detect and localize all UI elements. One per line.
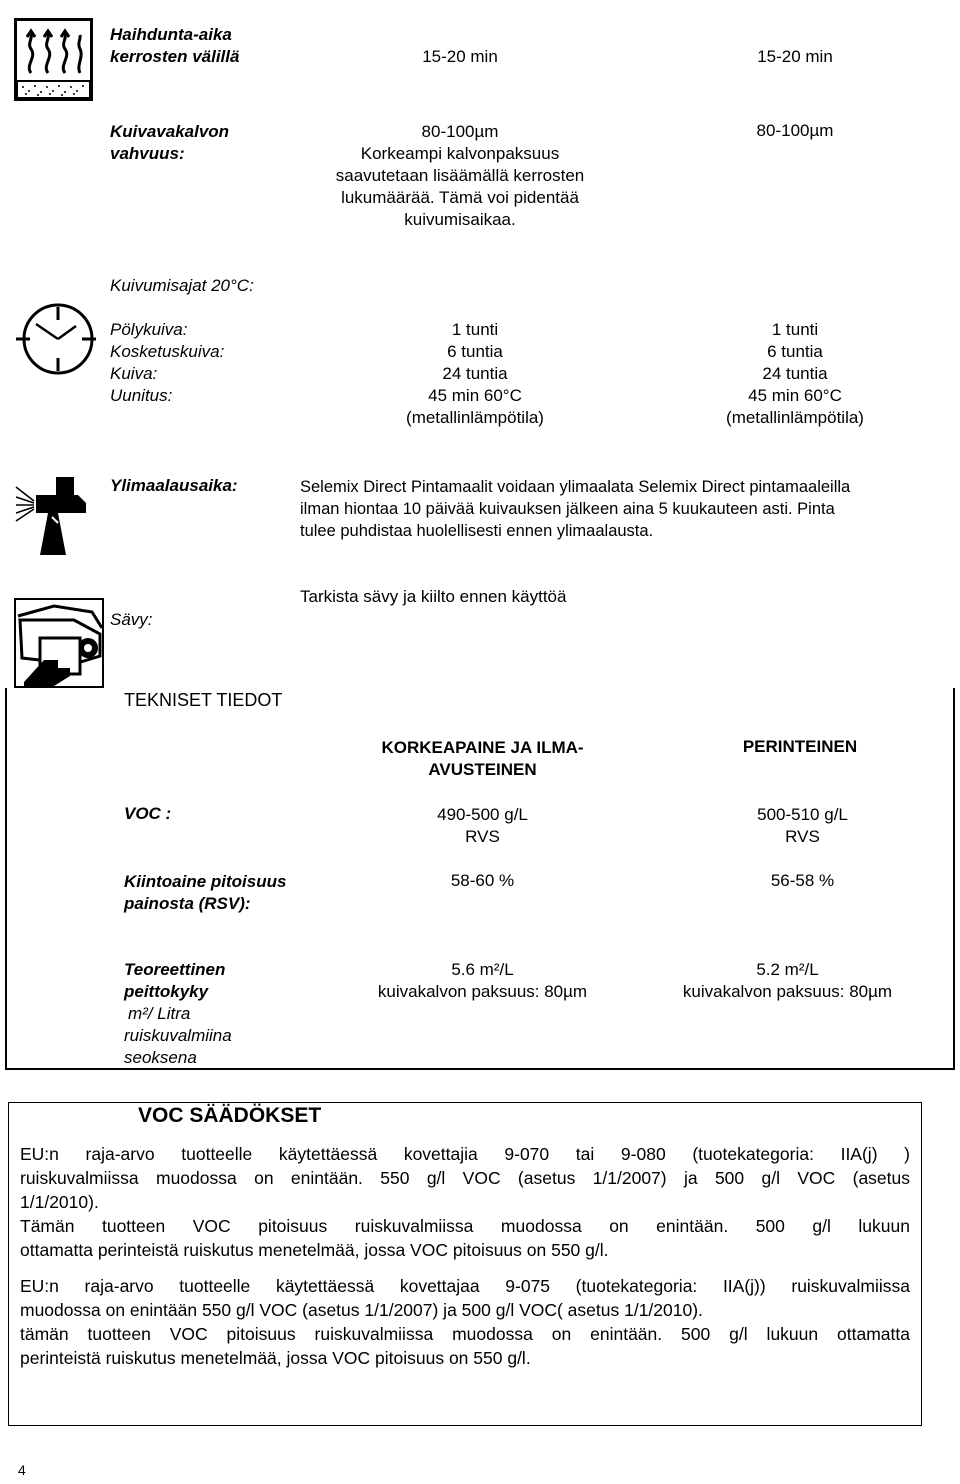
voc-paragraph-3: EU:n raja-arvo tuotteelle käytettäessä kovettajaa 9-075 (tuotekategoria: IIA(j)) ruiskuvalmiissa muodossa on enintään 550 g/l VOC (asetus 1/1/2007) ja 500 g/l VOC( asetus 1/1/2010). tämän tuotteen VOC pitoisuus ruiskuvalmiissa muodossa on enintään. 500 g/l lukuun ottamatta perinteistä ruiskutus menetelmää, jossa VOC pitoisuus on 550 g/l. xyxy=(20,1276,910,1368)
clock-icon xyxy=(16,296,96,382)
solids-hvlp-value: 58-60 % xyxy=(450,871,515,890)
evaporation-icon xyxy=(14,18,93,101)
technical-col-hvlp: KORKEAPAINE JA ILMA- AVUSTEINEN xyxy=(381,738,584,779)
overcoat-label: Ylimaalausaika: xyxy=(110,476,238,495)
solids-conventional-value: 56-58 % xyxy=(770,871,835,890)
page-number: 4 xyxy=(18,1462,26,1478)
voc-label: VOC : xyxy=(124,804,172,823)
voc-regulations-text xyxy=(20,1142,910,1370)
voc-paragraph-1: EU:n raja-arvo tuotteelle käytettäessä kovettajia 9-070 tai 9-080 (tuotekategoria: IIA(j) ) ruiskuvalmiissa muodossa on enintään. 550 g/l VOC (asetus 1/1/2007) ja 500 g/l VOC (asetus 1/1/2010). xyxy=(20,1144,910,1212)
film-label: Kuivavakalvon vahvuus: xyxy=(110,122,230,163)
voc-conventional-value: 500-510 g/L RVS xyxy=(757,805,848,846)
voc-hvlp-value: 490-500 g/L RVS xyxy=(437,805,528,846)
technical-col-conventional: PERINTEINEN xyxy=(742,737,858,756)
shade-label: Sävy: xyxy=(110,610,153,629)
coverage-conventional-value: 5.2 m²/L kuivakalvon paksuus: 80µm xyxy=(682,960,893,1001)
evaporation-conventional-value: 15-20 min xyxy=(757,47,833,66)
voc-regulations-heading: VOC SÄÄDÖKSET xyxy=(138,1104,322,1127)
car-shade-icon xyxy=(14,598,104,688)
drying-heading: Kuivumisajat 20°C: xyxy=(110,276,254,295)
coverage-label: Teoreettinen peittokyky m²/ Litra ruiskuvalmiina seoksena xyxy=(124,960,232,1067)
evaporation-label: Haihdunta-aika kerrosten välillä xyxy=(110,25,240,66)
evaporation-hvlp-value: 15-20 min xyxy=(422,47,498,66)
voc-paragraph-2: Tämän tuotteen VOC pitoisuus ruiskuvalmiissa muodossa on enintään. 500 g/l lukuun ottamatta perinteistä ruiskutus menetelmää, jossa VOC pitoisuus on 550 g/l. xyxy=(20,1216,910,1260)
film-conventional-value: 80-100µm xyxy=(756,121,834,140)
drying-conventional-values: 1 tunti 6 tuntia 24 tuntia 45 min 60°C (metallinlämpötila) xyxy=(726,320,864,427)
overcoat-text: Selemix Direct Pintamaalit voidaan ylimaalata Selemix Direct pintamaaleilla ilman hiontaa 10 päivää kuivauksen jälkeen aina 5 kuukauteen asti. Pinta tulee puhdistaa huolellisesti ennen ylimaalausta. xyxy=(300,478,851,540)
technical-heading: TEKNISET TIEDOT xyxy=(124,690,283,710)
drying-hvlp-values: 1 tunti 6 tuntia 24 tuntia 45 min 60°C (metallinlämpötila) xyxy=(406,320,544,427)
drying-labels: Pölykuiva: Kosketuskuiva: Kuiva: Uunitus: xyxy=(110,320,225,405)
shade-text: Tarkista sävy ja kiilto ennen käyttöä xyxy=(300,587,567,606)
coverage-hvlp-value: 5.6 m²/L kuivakalvon paksuus: 80µm xyxy=(377,960,588,1001)
film-hvlp-value: 80-100µm Korkeampi kalvonpaksuus saavutetaan lisäämällä kerrosten lukumäärää. Tämä voi pidentää kuivumisaikaa. xyxy=(335,122,585,229)
solids-label: Kiintoaine pitoisuus painosta (RSV): xyxy=(124,872,287,913)
spray-gun-icon xyxy=(14,475,94,555)
